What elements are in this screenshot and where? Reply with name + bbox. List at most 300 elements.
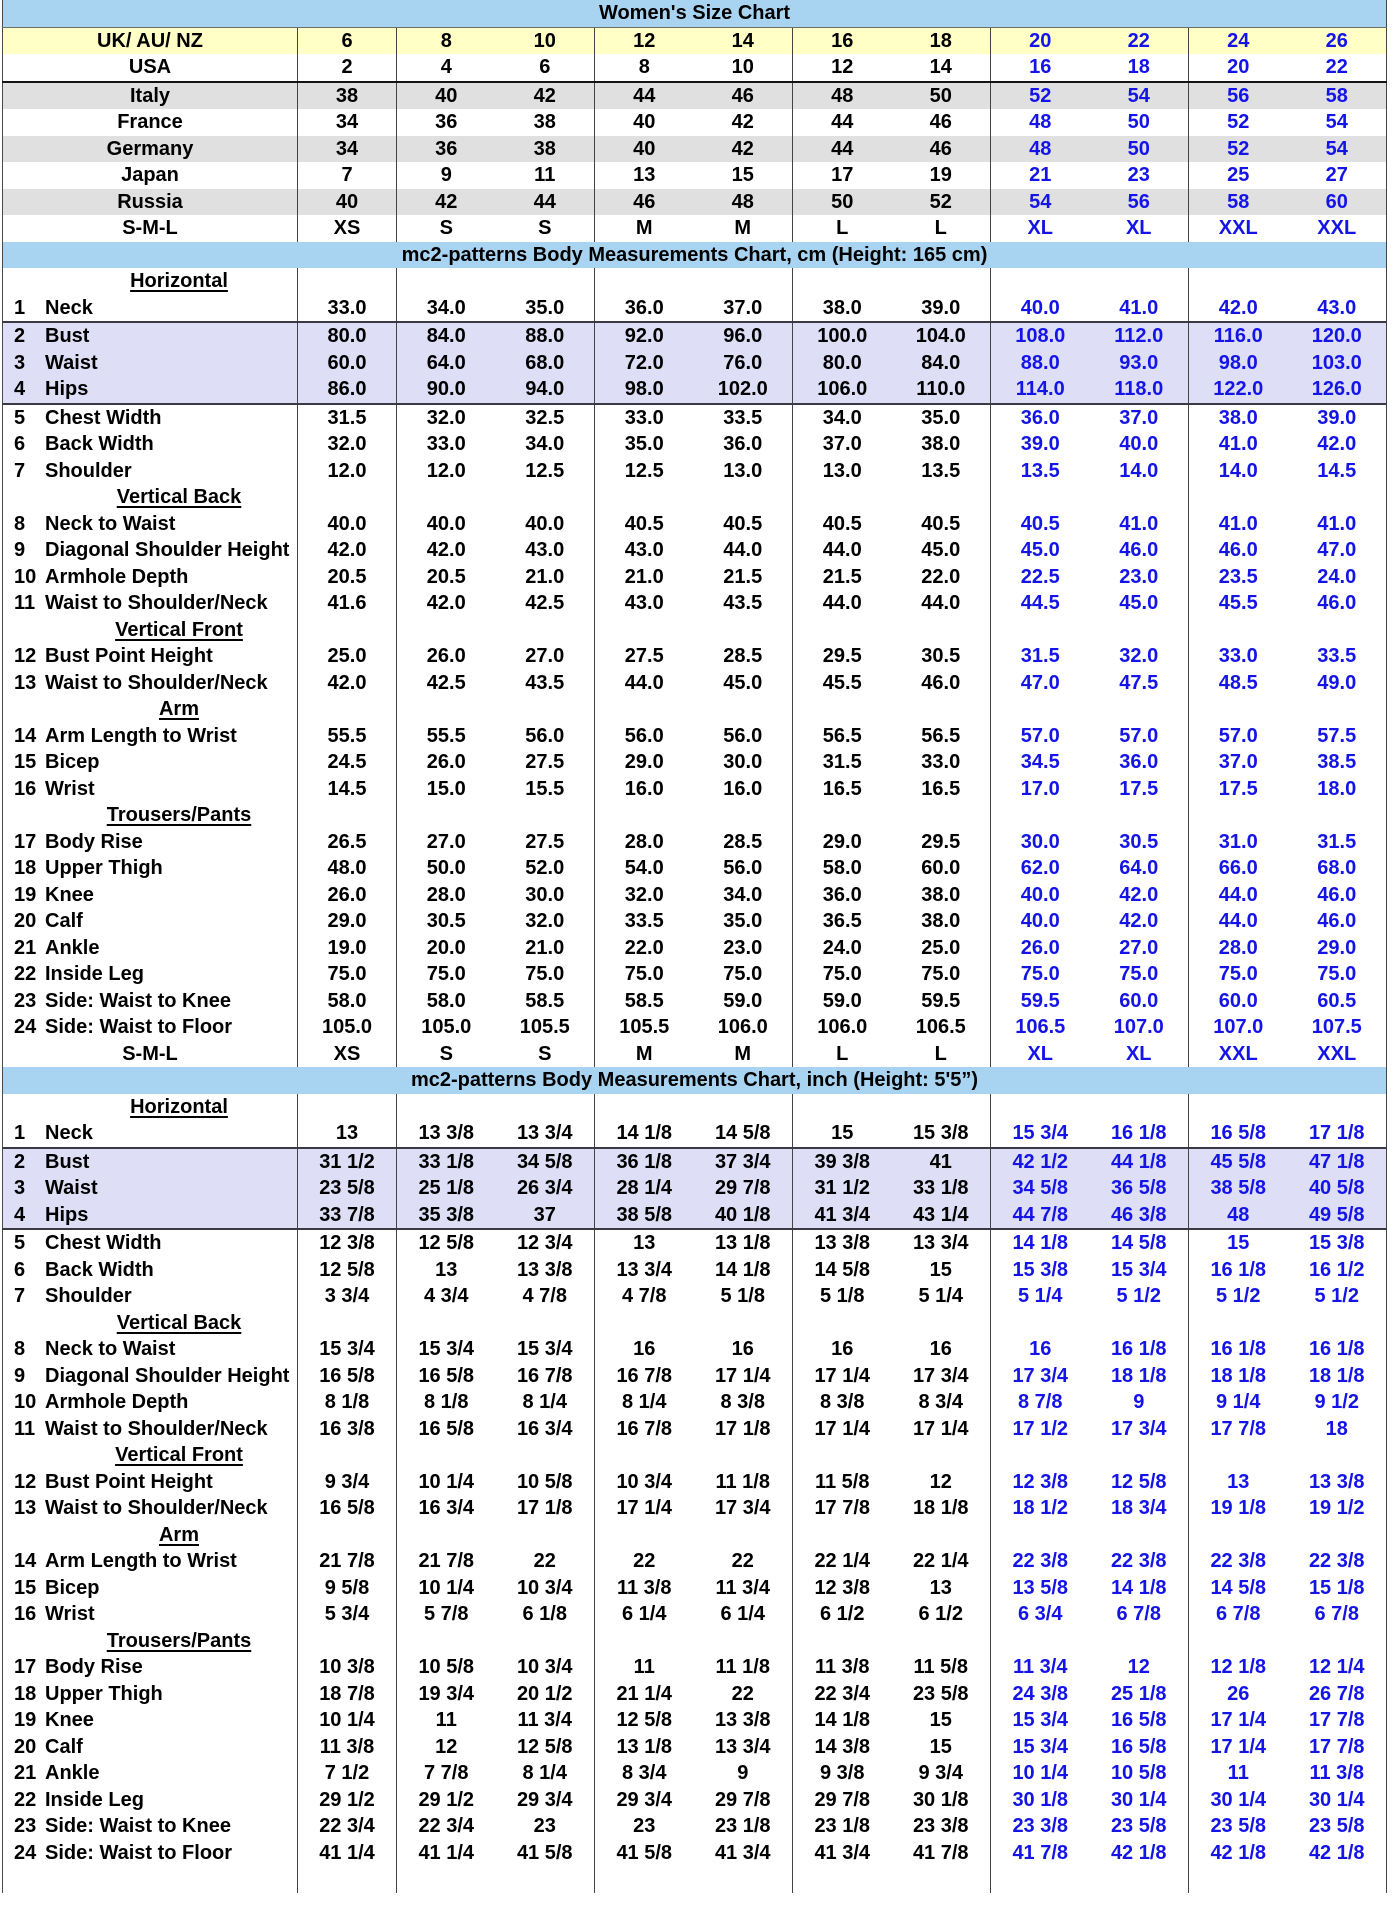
measure-value-cell: 14 1/8 — [616, 1122, 673, 1144]
measure-name: Waist — [45, 351, 98, 374]
size-value-cell: 50 — [1090, 136, 1189, 163]
size-value-cell: 15 — [694, 162, 793, 189]
measure-value-cell: 5 1/8 — [694, 1283, 793, 1310]
size-value-cell: S — [496, 215, 595, 242]
group-label-cell — [3, 1094, 298, 1121]
measure-value-cell: 13.5 — [1020, 459, 1060, 482]
size-value-cell: 36 — [397, 136, 496, 163]
measure-row — [3, 537, 1387, 564]
measure-name: Hips — [45, 378, 89, 400]
measure-value-cell: 40.0 — [1020, 883, 1060, 906]
size-value-cell: 26 — [1288, 27, 1387, 54]
measure-value-cell: 122.0 — [1189, 376, 1288, 404]
measure-name: Calf — [45, 1735, 83, 1758]
measure-value-cell: 30 1/4 — [1090, 1787, 1189, 1814]
sml-value-cell: XS — [298, 1041, 397, 1068]
measure-value-cell: 32.0 — [426, 406, 466, 429]
measure-value-cell: 29.0 — [298, 908, 397, 935]
size-value-cell: 40 — [298, 189, 397, 216]
measure-value-cell: 14 1/8 — [1090, 1575, 1189, 1602]
measure-row — [3, 1469, 1387, 1496]
measure-row — [3, 935, 1387, 962]
measure-value-cell: 36.0 — [822, 883, 862, 906]
measure-value-cell: 40.0 — [1020, 910, 1060, 932]
measure-number: 14 — [14, 724, 37, 747]
measure-number: 5 — [14, 1232, 26, 1254]
measure-value-cell: 57.5 — [1288, 723, 1387, 750]
measure-row — [3, 404, 1387, 432]
measure-value-cell: 29 7/8 — [694, 1787, 793, 1814]
measure-value-cell: 41 1/4 — [418, 1841, 475, 1864]
measure-number: 2 — [14, 1150, 26, 1173]
measure-value-cell: 21 7/8 — [298, 1548, 397, 1575]
measure-value-cell: 11 1/8 — [694, 1469, 793, 1496]
empty-cell — [595, 1310, 694, 1337]
empty-cell — [595, 268, 694, 295]
measure-label-cell — [3, 564, 298, 591]
group-label: Trousers/Pants — [106, 1629, 252, 1652]
empty-cell — [1189, 268, 1288, 295]
measure-value-cell: 56.5 — [892, 723, 991, 750]
empty-cell — [496, 1628, 595, 1655]
measure-value-cell: 38 5/8 — [595, 1202, 694, 1230]
measure-value-cell: 38.0 — [822, 296, 862, 319]
measure-name: Hips — [45, 1203, 89, 1226]
measure-value-cell: 22 3/8 — [1090, 1548, 1189, 1575]
measure-value-cell: 15 3/4 — [1012, 1709, 1069, 1731]
measure-name: Diagonal Shoulder Height — [45, 1364, 290, 1387]
measure-name: Wrist — [45, 1603, 95, 1625]
measure-value-cell: 42.0 — [298, 670, 397, 697]
empty-cell — [298, 802, 397, 829]
measure-value-cell: 16.0 — [694, 776, 793, 803]
measure-number: 19 — [14, 1709, 37, 1731]
measure-value-cell: 40.0 — [1020, 296, 1060, 319]
measure-value-cell: 33.5 — [1288, 643, 1387, 670]
size-value-cell: L — [892, 215, 991, 242]
measure-label-cell — [3, 1257, 298, 1284]
measure-value-cell: 105.0 — [298, 1014, 397, 1041]
size-value-cell: 60 — [1288, 189, 1387, 216]
empty-cell — [298, 696, 397, 723]
measure-value-cell: 59.5 — [1020, 989, 1060, 1012]
size-value-cell: 54 — [1090, 82, 1189, 110]
measure-value-cell: 8 1/8 — [424, 1391, 469, 1413]
measure-number: 3 — [14, 1177, 26, 1199]
measure-name: Bust Point Height — [45, 1470, 213, 1493]
measure-value-cell: 16 1/2 — [1288, 1257, 1387, 1284]
measure-value-cell: 46.0 — [1288, 882, 1387, 909]
measure-value-cell: 42.0 — [1288, 431, 1387, 458]
size-row — [3, 215, 1387, 242]
measure-row — [3, 1813, 1387, 1840]
measure-value-cell: 23 5/8 — [1090, 1813, 1189, 1840]
measure-value-cell: 41.6 — [298, 590, 397, 617]
measure-value-cell: 18 3/4 — [1090, 1495, 1189, 1522]
empty-cell — [793, 1522, 892, 1549]
measure-value-cell: 49.0 — [1288, 670, 1387, 697]
measure-name: Ankle — [45, 936, 100, 959]
region-label-cell: France — [3, 109, 298, 136]
measure-value-cell: 27.0 — [426, 830, 466, 853]
measure-value-cell: 33 7/8 — [298, 1202, 397, 1230]
measure-value-cell: 41 1/4 — [298, 1840, 397, 1867]
measure-row — [3, 1787, 1387, 1814]
measure-value-cell: 100.0 — [793, 322, 892, 350]
measure-value-cell: 22.0 — [624, 936, 664, 959]
measure-row — [3, 961, 1387, 988]
measure-value-cell: 27.5 — [496, 829, 595, 856]
measure-label-cell — [3, 935, 298, 962]
measure-value-cell: 75.0 — [426, 963, 466, 985]
empty-cell — [1090, 1310, 1189, 1337]
measure-value-cell: 46.0 — [1090, 537, 1189, 564]
empty-cell — [3, 1866, 298, 1893]
measure-value-cell: 10 3/8 — [298, 1654, 397, 1681]
measure-value-cell: 42.0 — [426, 539, 466, 561]
measure-name: Back Width — [45, 433, 154, 455]
size-value-cell: 14 — [694, 27, 793, 54]
size-value-cell: 9 — [440, 164, 452, 186]
measure-row — [3, 882, 1387, 909]
measure-value-cell: 36.0 — [624, 296, 664, 319]
measure-value-cell: 6 7/8 — [1090, 1601, 1189, 1628]
measure-number: 17 — [14, 1656, 37, 1678]
measure-name: Bust — [45, 1150, 90, 1173]
measure-value-cell: 13 3/8 — [418, 1122, 475, 1144]
measure-value-cell: 112.0 — [1090, 322, 1189, 350]
empty-cell — [1288, 617, 1387, 644]
measure-value-cell: 18 — [1288, 1416, 1387, 1443]
measure-value-cell: 59.0 — [822, 989, 862, 1012]
measure-number: 1 — [14, 1122, 26, 1144]
measure-value-cell: 44.0 — [892, 590, 991, 617]
measure-row — [3, 1120, 1387, 1148]
empty-cell — [397, 1522, 496, 1549]
measure-value-cell: 22.0 — [892, 564, 991, 591]
measure-name: Neck — [45, 1122, 93, 1144]
measure-label-cell — [3, 1707, 298, 1734]
measure-value-cell: 38 5/8 — [1189, 1175, 1288, 1202]
sml-row — [3, 1041, 1387, 1068]
measure-label-cell — [3, 855, 298, 882]
measure-value-cell: 44.0 — [822, 592, 862, 614]
measure-number: 23 — [14, 1815, 37, 1837]
empty-cell — [298, 1094, 397, 1121]
size-value-cell: 12 — [595, 27, 694, 54]
size-value-cell: 54 — [1288, 109, 1387, 136]
measure-value-cell: 19.0 — [298, 935, 397, 962]
sml-value-cell: XXL — [1288, 1041, 1387, 1068]
measure-value-cell: 46.0 — [892, 670, 991, 697]
measure-value-cell: 15 — [892, 1257, 991, 1284]
empty-cell — [1189, 696, 1288, 723]
empty-cell — [793, 1310, 892, 1337]
empty-cell — [496, 1866, 595, 1893]
size-value-cell: 6 — [496, 54, 595, 82]
measure-number: 18 — [14, 1682, 37, 1705]
measure-label-cell — [3, 961, 298, 988]
measure-value-cell: 24.0 — [822, 936, 862, 959]
measure-value-cell: 12 3/4 — [496, 1229, 595, 1257]
measure-row — [3, 1707, 1387, 1734]
measure-value-cell: 16.5 — [822, 777, 862, 800]
measure-value-cell: 15 1/8 — [1288, 1575, 1387, 1602]
measure-value-cell: 16 — [633, 1338, 656, 1360]
measure-row — [3, 1014, 1387, 1041]
empty-cell — [496, 696, 595, 723]
size-value-cell: 40 — [595, 136, 694, 163]
measure-value-cell: 46 3/8 — [1090, 1202, 1189, 1230]
measure-value-cell: 5 7/8 — [424, 1603, 469, 1625]
measure-value-cell: 23 — [633, 1815, 656, 1837]
measure-name: Neck to Waist — [45, 512, 176, 535]
empty-cell — [397, 1310, 496, 1337]
measure-value-cell: 12 1/4 — [1288, 1654, 1387, 1681]
size-value-cell: 10 — [694, 54, 793, 82]
measure-number: 7 — [14, 1285, 26, 1307]
size-row — [3, 189, 1387, 216]
size-value-cell: L — [836, 217, 849, 239]
measure-value-cell: 6 7/8 — [1288, 1601, 1387, 1628]
measure-value-cell: 12.0 — [298, 458, 397, 485]
measure-value-cell: 56.0 — [694, 723, 793, 750]
measure-value-cell: 110.0 — [892, 376, 991, 404]
region-label-cell: Italy — [3, 82, 298, 110]
measure-value-cell: 41 3/4 — [793, 1202, 892, 1230]
measure-value-cell: 17 7/8 — [814, 1497, 871, 1519]
measure-label-cell — [3, 882, 298, 909]
group-label-cell — [3, 484, 298, 511]
measure-value-cell: 9 1/2 — [1288, 1389, 1387, 1416]
measure-value-cell: 8 3/8 — [694, 1389, 793, 1416]
measure-value-cell: 106.5 — [892, 1014, 991, 1041]
empty-cell — [991, 1442, 1090, 1469]
measure-value-cell: 16.0 — [624, 777, 664, 800]
size-value-cell: 44 — [793, 136, 892, 163]
measure-label-cell — [3, 1601, 298, 1628]
measure-value-cell: 10 1/4 — [418, 1576, 475, 1599]
measure-value-cell: 38.5 — [1288, 749, 1387, 776]
group-label: Arm — [158, 1523, 199, 1546]
measure-value-cell: 29.5 — [892, 829, 991, 856]
empty-cell — [595, 1442, 694, 1469]
measure-value-cell: 16 1/8 — [1210, 1258, 1267, 1281]
measure-label-cell — [3, 749, 298, 776]
measure-value-cell: 18 1/8 — [892, 1495, 991, 1522]
measure-value-cell: 12 3/8 — [814, 1576, 871, 1599]
measure-label-cell — [3, 1681, 298, 1708]
size-value-cell: 24 — [1189, 27, 1288, 54]
measure-value-cell: 17 7/8 — [1210, 1417, 1267, 1440]
measure-value-cell: 9 3/8 — [820, 1762, 865, 1784]
measure-value-cell: 80.0 — [793, 350, 892, 377]
measure-value-cell: 43.0 — [1288, 295, 1387, 323]
measure-number: 15 — [14, 1576, 37, 1599]
measure-value-cell: 15 3/8 — [892, 1120, 991, 1148]
measure-value-cell: 12 3/8 — [1012, 1470, 1069, 1493]
measure-value-cell: 23 5/8 — [298, 1175, 397, 1202]
measure-value-cell: 12.5 — [496, 458, 595, 485]
measure-value-cell: 20.0 — [426, 936, 466, 959]
measure-value-cell: 30.0 — [496, 882, 595, 909]
measure-value-cell: 22 3/8 — [1288, 1548, 1387, 1575]
measure-value-cell: 12 — [892, 1469, 991, 1496]
empty-cell — [892, 268, 991, 295]
measure-row — [3, 1654, 1387, 1681]
measure-value-cell: 4 3/4 — [424, 1285, 469, 1307]
group-row — [3, 802, 1387, 829]
measure-value-cell: 44 7/8 — [991, 1202, 1090, 1230]
measure-value-cell: 44.0 — [624, 671, 664, 694]
measure-label-cell — [3, 322, 298, 350]
measure-value-cell: 52.0 — [496, 855, 595, 882]
empty-cell — [595, 1628, 694, 1655]
measure-value-cell: 43 1/4 — [892, 1202, 991, 1230]
measure-value-cell: 108.0 — [991, 322, 1090, 350]
measure-value-cell: 15.0 — [426, 777, 466, 800]
measure-value-cell: 107.5 — [1288, 1014, 1387, 1041]
measure-value-cell: 16 5/8 — [1210, 1122, 1267, 1144]
measure-value-cell: 56.0 — [694, 855, 793, 882]
measure-value-cell: 27.0 — [496, 643, 595, 670]
size-value-cell: 56 — [1189, 82, 1288, 110]
measure-value-cell: 12 — [1090, 1654, 1189, 1681]
measure-value-cell: 114.0 — [991, 376, 1090, 404]
measure-value-cell: 106.0 — [694, 1014, 793, 1041]
measure-value-cell: 14 5/8 — [1090, 1229, 1189, 1257]
measure-value-cell: 42 1/8 — [1210, 1841, 1267, 1864]
empty-cell — [1090, 484, 1189, 511]
measure-value-cell: 60.0 — [1090, 988, 1189, 1015]
group-label: Horizontal — [130, 1095, 228, 1118]
measure-number: 1 — [14, 296, 26, 319]
measure-value-cell: 54.0 — [624, 857, 664, 879]
measure-value-cell: 30 1/8 — [1012, 1788, 1069, 1811]
measure-value-cell: 29.0 — [822, 830, 862, 853]
measure-value-cell: 33 1/8 — [397, 1148, 496, 1176]
measure-value-cell: 15 — [1227, 1232, 1250, 1254]
measure-value-cell: 26.5 — [298, 829, 397, 856]
measure-value-cell: 62.0 — [1020, 857, 1060, 879]
empty-cell — [892, 1866, 991, 1893]
measure-value-cell: 41.0 — [1090, 511, 1189, 538]
group-label-cell — [3, 802, 298, 829]
empty-cell — [1189, 1442, 1288, 1469]
measure-value-cell: 33 1/8 — [892, 1175, 991, 1202]
measure-row — [3, 723, 1387, 750]
measure-name: Back Width — [45, 1258, 154, 1281]
measure-value-cell: 9 5/8 — [298, 1575, 397, 1602]
measure-value-cell: 75.0 — [496, 961, 595, 988]
size-value-cell: XL — [1027, 217, 1054, 239]
measure-value-cell: 37.0 — [694, 295, 793, 323]
group-label: Horizontal — [130, 270, 228, 292]
measure-label-cell — [3, 590, 298, 617]
size-value-cell: 17 — [831, 164, 854, 186]
size-value-cell: 46 — [892, 136, 991, 163]
measure-value-cell: 11 1/8 — [694, 1654, 793, 1681]
measure-value-cell: 27.5 — [496, 749, 595, 776]
measure-row — [3, 749, 1387, 776]
measure-value-cell: 16 5/8 — [418, 1417, 475, 1440]
measure-label-cell — [3, 908, 298, 935]
measure-label-cell — [3, 643, 298, 670]
measure-value-cell: 43.0 — [624, 592, 664, 614]
empty-cell — [595, 1866, 694, 1893]
measure-label-cell — [3, 1495, 298, 1522]
empty-cell — [1189, 1094, 1288, 1121]
measure-row — [3, 1495, 1387, 1522]
measure-value-cell: 37.0 — [1218, 751, 1258, 773]
measure-value-cell: 57.0 — [1020, 724, 1060, 747]
measure-row — [3, 670, 1387, 697]
measure-value-cell: 48 — [1189, 1202, 1288, 1230]
size-value-cell: 46 — [892, 109, 991, 136]
sml-value-cell: XXL — [1218, 1042, 1258, 1065]
measure-value-cell: 31.5 — [1288, 829, 1387, 856]
measure-value-cell: 17 1/4 — [814, 1417, 871, 1440]
empty-cell — [694, 484, 793, 511]
empty-cell — [1090, 617, 1189, 644]
measure-value-cell: 13 — [298, 1120, 397, 1148]
empty-cell — [397, 484, 496, 511]
measure-value-cell: 75.0 — [694, 961, 793, 988]
size-value-cell: 52 — [892, 189, 991, 216]
measure-value-cell: 14.0 — [1090, 458, 1189, 485]
size-value-cell: 48 — [991, 136, 1090, 163]
measure-number: 6 — [14, 1258, 26, 1281]
size-value-cell: 12 — [793, 54, 892, 82]
region-label-cell: Germany — [3, 136, 298, 163]
size-value-cell: 34 — [298, 136, 397, 163]
sml-value-cell: M — [694, 1041, 793, 1068]
empty-cell — [1090, 1442, 1189, 1469]
measure-value-cell: 116.0 — [1189, 322, 1288, 350]
sml-value-cell: M — [635, 1042, 653, 1065]
measure-value-cell: 46.0 — [1218, 539, 1258, 561]
measure-name: Body Rise — [45, 830, 143, 853]
measure-value-cell: 47 1/8 — [1288, 1148, 1387, 1176]
size-value-cell: 42 — [397, 189, 496, 216]
measure-value-cell: 21.0 — [624, 565, 664, 588]
measure-value-cell: 13.0 — [822, 459, 862, 482]
empty-cell — [694, 268, 793, 295]
measure-value-cell: 17 3/4 — [892, 1363, 991, 1390]
measure-value-cell: 18 1/2 — [1012, 1497, 1069, 1519]
measure-number: 22 — [14, 1788, 37, 1811]
measure-value-cell: 22 1/4 — [892, 1548, 991, 1575]
empty-cell — [694, 1628, 793, 1655]
empty-cell — [397, 1628, 496, 1655]
measure-number: 4 — [14, 1203, 26, 1226]
measure-value-cell: 23.5 — [1218, 565, 1258, 588]
measure-value-cell: 14 3/8 — [814, 1735, 871, 1758]
size-value-cell: 7 — [298, 162, 397, 189]
measure-value-cell: 15 3/4 — [1012, 1735, 1069, 1758]
empty-cell — [991, 1522, 1090, 1549]
size-row — [3, 162, 1387, 189]
measure-value-cell: 31 1/2 — [298, 1148, 397, 1176]
measure-value-cell: 43.0 — [624, 539, 664, 561]
measure-value-cell: 28.0 — [1218, 936, 1258, 959]
measure-value-cell: 41 3/4 — [694, 1840, 793, 1867]
measure-value-cell: 8 7/8 — [1018, 1391, 1063, 1413]
measure-label-cell — [3, 1283, 298, 1310]
group-label: Arm — [158, 698, 199, 720]
section-header-band-row — [3, 1067, 1387, 1094]
measure-value-cell: 14 5/8 — [694, 1120, 793, 1148]
